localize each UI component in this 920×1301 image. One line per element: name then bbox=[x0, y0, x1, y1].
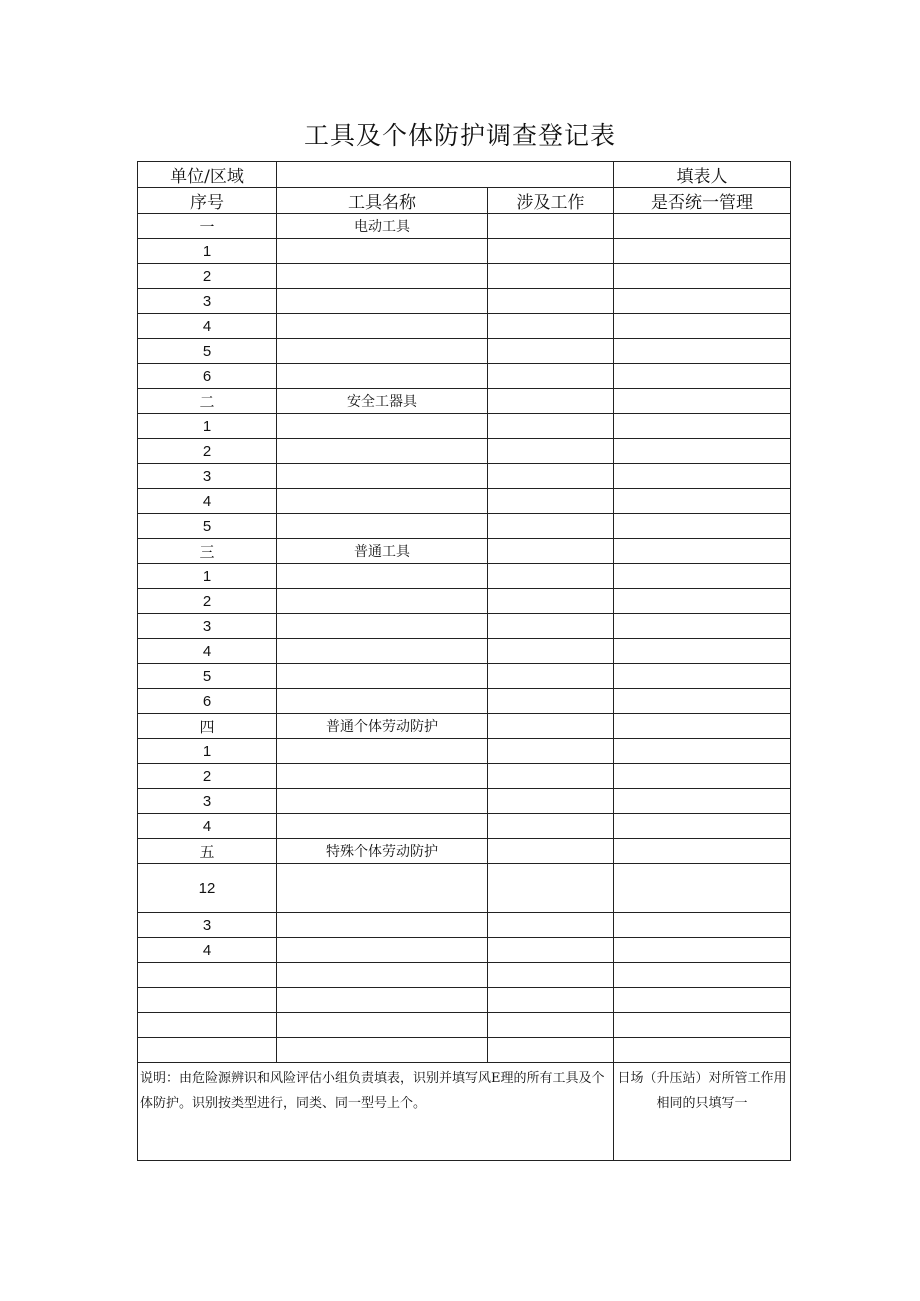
managed-cell[interactable] bbox=[614, 289, 791, 314]
row-number: 2 bbox=[138, 439, 277, 464]
row-number: 6 bbox=[138, 364, 277, 389]
table-row bbox=[138, 1013, 791, 1038]
managed-cell[interactable] bbox=[614, 1013, 791, 1038]
tool-name-cell[interactable] bbox=[277, 489, 488, 514]
work-cell[interactable] bbox=[488, 938, 614, 963]
unit-label: 单位/区域 bbox=[138, 162, 277, 188]
work-cell[interactable] bbox=[488, 564, 614, 589]
header-row-unit bbox=[138, 162, 791, 188]
work-cell[interactable] bbox=[488, 864, 614, 913]
page-title: 工具及个体防护调查登记表 bbox=[303, 121, 616, 150]
tool-name-cell[interactable] bbox=[277, 464, 488, 489]
work-cell[interactable] bbox=[488, 514, 614, 539]
table-row bbox=[138, 464, 791, 489]
managed-cell[interactable] bbox=[614, 689, 791, 714]
table-row bbox=[138, 639, 791, 664]
managed-cell[interactable] bbox=[614, 839, 791, 864]
work-cell[interactable] bbox=[488, 614, 614, 639]
row-number: 6 bbox=[138, 689, 277, 714]
managed-cell[interactable] bbox=[614, 714, 791, 739]
table-row bbox=[138, 988, 791, 1013]
tool-name-cell[interactable] bbox=[277, 938, 488, 963]
managed-cell[interactable] bbox=[614, 614, 791, 639]
tool-name-cell[interactable] bbox=[277, 564, 488, 589]
row-number: 5 bbox=[138, 514, 277, 539]
note-text: 说明：由危险源辨识和风险评估小组负责填表，识别并填写风E理的所有工具及个体防护。识别按类型进行，同类、同一型号上个。 bbox=[138, 1063, 614, 1161]
work-cell[interactable] bbox=[488, 963, 614, 988]
table-row bbox=[138, 489, 791, 514]
work-cell[interactable] bbox=[488, 639, 614, 664]
work-cell[interactable] bbox=[488, 414, 614, 439]
tool-name-cell[interactable] bbox=[277, 1013, 488, 1038]
table-row bbox=[138, 764, 791, 789]
work-cell[interactable] bbox=[488, 489, 614, 514]
tool-name-cell: 特殊个体劳动防护 bbox=[277, 839, 488, 864]
work-cell[interactable] bbox=[488, 988, 614, 1013]
tool-name-cell: 普通工具 bbox=[277, 539, 488, 564]
table-row bbox=[138, 439, 791, 464]
table-row bbox=[138, 789, 791, 814]
registration-table bbox=[137, 161, 791, 1161]
work-cell[interactable] bbox=[488, 364, 614, 389]
work-cell[interactable] bbox=[488, 464, 614, 489]
row-number: 5 bbox=[138, 339, 277, 364]
col-header-managed: 是否统一管理 bbox=[614, 188, 791, 214]
work-cell[interactable] bbox=[488, 589, 614, 614]
managed-cell[interactable] bbox=[614, 389, 791, 414]
row-number: 二 bbox=[138, 389, 277, 414]
tool-name-cell[interactable] bbox=[277, 988, 488, 1013]
row-number: 3 bbox=[138, 289, 277, 314]
table-row bbox=[138, 1038, 791, 1063]
work-cell[interactable] bbox=[488, 839, 614, 864]
row-number: 3 bbox=[138, 614, 277, 639]
table-row bbox=[138, 389, 791, 414]
row-number: 1 bbox=[138, 564, 277, 589]
table-row bbox=[138, 614, 791, 639]
managed-cell[interactable] bbox=[614, 239, 791, 264]
table-row bbox=[138, 564, 791, 589]
tool-name-cell: 普通个体劳动防护 bbox=[277, 714, 488, 739]
row-number: 4 bbox=[138, 938, 277, 963]
managed-cell[interactable] bbox=[614, 814, 791, 839]
row-number: 2 bbox=[138, 264, 277, 289]
work-cell[interactable] bbox=[488, 389, 614, 414]
tool-name-cell[interactable] bbox=[277, 639, 488, 664]
tool-name-cell[interactable] bbox=[277, 1038, 488, 1063]
managed-cell[interactable] bbox=[614, 489, 791, 514]
managed-cell[interactable] bbox=[614, 913, 791, 938]
work-cell[interactable] bbox=[488, 439, 614, 464]
table-row bbox=[138, 314, 791, 339]
row-number bbox=[138, 1038, 277, 1063]
tool-name-cell[interactable] bbox=[277, 764, 488, 789]
work-cell[interactable] bbox=[488, 913, 614, 938]
managed-cell[interactable] bbox=[614, 464, 791, 489]
note-side-text: 日场（升压站）对所管工作用相同的只填写一 bbox=[614, 1063, 791, 1161]
table-row bbox=[138, 364, 791, 389]
managed-cell[interactable] bbox=[614, 264, 791, 289]
table-row bbox=[138, 289, 791, 314]
work-cell[interactable] bbox=[488, 789, 614, 814]
managed-cell[interactable] bbox=[614, 789, 791, 814]
table-row bbox=[138, 963, 791, 988]
table-row bbox=[138, 339, 791, 364]
managed-cell[interactable] bbox=[614, 214, 791, 239]
work-cell[interactable] bbox=[488, 1013, 614, 1038]
work-cell[interactable] bbox=[488, 714, 614, 739]
tool-name-cell[interactable] bbox=[277, 739, 488, 764]
tool-name-cell[interactable] bbox=[277, 314, 488, 339]
managed-cell[interactable] bbox=[614, 314, 791, 339]
work-cell[interactable] bbox=[488, 764, 614, 789]
table-row bbox=[138, 589, 791, 614]
tool-name-cell[interactable] bbox=[277, 864, 488, 913]
row-number: 五 bbox=[138, 839, 277, 864]
row-number: 四 bbox=[138, 714, 277, 739]
tool-name-cell[interactable] bbox=[277, 913, 488, 938]
managed-cell[interactable] bbox=[614, 664, 791, 689]
note-row bbox=[138, 1063, 791, 1161]
row-number: 2 bbox=[138, 764, 277, 789]
work-cell[interactable] bbox=[488, 1038, 614, 1063]
table-row bbox=[138, 214, 791, 239]
managed-cell[interactable] bbox=[614, 938, 791, 963]
table-row bbox=[138, 239, 791, 264]
row-number: 2 bbox=[138, 589, 277, 614]
managed-cell[interactable] bbox=[614, 639, 791, 664]
row-number: 3 bbox=[138, 789, 277, 814]
row-number: 1 bbox=[138, 239, 277, 264]
tool-name-cell[interactable] bbox=[277, 239, 488, 264]
tool-name-cell[interactable] bbox=[277, 614, 488, 639]
tool-name-cell: 安全工器具 bbox=[277, 389, 488, 414]
work-cell[interactable] bbox=[488, 239, 614, 264]
tool-name-cell[interactable] bbox=[277, 364, 488, 389]
table-row bbox=[138, 938, 791, 963]
tool-name-cell[interactable] bbox=[277, 664, 488, 689]
work-cell[interactable] bbox=[488, 664, 614, 689]
managed-cell[interactable] bbox=[614, 589, 791, 614]
tool-name-cell[interactable] bbox=[277, 589, 488, 614]
tool-name-cell[interactable] bbox=[277, 814, 488, 839]
tool-name-cell[interactable] bbox=[277, 963, 488, 988]
managed-cell[interactable] bbox=[614, 1038, 791, 1063]
work-cell[interactable] bbox=[488, 814, 614, 839]
managed-cell[interactable] bbox=[614, 963, 791, 988]
table-row bbox=[138, 539, 791, 564]
row-number: 一 bbox=[138, 214, 277, 239]
row-number bbox=[138, 963, 277, 988]
work-cell[interactable] bbox=[488, 214, 614, 239]
managed-cell[interactable] bbox=[614, 414, 791, 439]
table-row bbox=[138, 264, 791, 289]
row-number: 3 bbox=[138, 464, 277, 489]
work-cell[interactable] bbox=[488, 689, 614, 714]
table-row bbox=[138, 913, 791, 938]
tool-name-cell[interactable] bbox=[277, 289, 488, 314]
row-number: 12 bbox=[138, 864, 277, 913]
table-row bbox=[138, 839, 791, 864]
managed-cell[interactable] bbox=[614, 988, 791, 1013]
row-number bbox=[138, 988, 277, 1013]
tool-name-cell[interactable] bbox=[277, 789, 488, 814]
managed-cell[interactable] bbox=[614, 539, 791, 564]
work-cell[interactable] bbox=[488, 314, 614, 339]
row-number: 三 bbox=[138, 539, 277, 564]
tool-name-cell[interactable] bbox=[277, 439, 488, 464]
row-number: 5 bbox=[138, 664, 277, 689]
table-row bbox=[138, 414, 791, 439]
tool-name-cell[interactable] bbox=[277, 689, 488, 714]
row-number: 4 bbox=[138, 489, 277, 514]
col-header-tool-name: 工具名称 bbox=[277, 188, 488, 214]
table-row bbox=[138, 814, 791, 839]
col-header-work: 涉及工作 bbox=[488, 188, 614, 214]
work-cell[interactable] bbox=[488, 339, 614, 364]
row-number: 3 bbox=[138, 913, 277, 938]
filler-label: 填表人 bbox=[614, 162, 791, 188]
table-row bbox=[138, 739, 791, 764]
row-number: 4 bbox=[138, 814, 277, 839]
table-row bbox=[138, 514, 791, 539]
table-row bbox=[138, 664, 791, 689]
tool-name-cell[interactable] bbox=[277, 514, 488, 539]
tool-name-cell[interactable] bbox=[277, 414, 488, 439]
tool-name-cell: 电动工具 bbox=[277, 214, 488, 239]
work-cell[interactable] bbox=[488, 739, 614, 764]
row-number bbox=[138, 1013, 277, 1038]
managed-cell[interactable] bbox=[614, 439, 791, 464]
work-cell[interactable] bbox=[488, 539, 614, 564]
managed-cell[interactable] bbox=[614, 514, 791, 539]
managed-cell[interactable] bbox=[614, 564, 791, 589]
col-header-number: 序号 bbox=[138, 188, 277, 214]
table-row bbox=[138, 689, 791, 714]
row-number: 1 bbox=[138, 739, 277, 764]
managed-cell[interactable] bbox=[614, 764, 791, 789]
managed-cell[interactable] bbox=[614, 364, 791, 389]
work-cell[interactable] bbox=[488, 289, 614, 314]
column-header-row bbox=[138, 188, 791, 214]
work-cell[interactable] bbox=[488, 264, 614, 289]
managed-cell[interactable] bbox=[614, 739, 791, 764]
row-number: 4 bbox=[138, 314, 277, 339]
row-number: 4 bbox=[138, 639, 277, 664]
table-row bbox=[138, 864, 791, 913]
row-number: 1 bbox=[138, 414, 277, 439]
managed-cell[interactable] bbox=[614, 864, 791, 913]
tool-name-cell[interactable] bbox=[277, 339, 488, 364]
unit-value-field[interactable] bbox=[277, 162, 614, 188]
managed-cell[interactable] bbox=[614, 339, 791, 364]
tool-name-cell[interactable] bbox=[277, 264, 488, 289]
table-row bbox=[138, 714, 791, 739]
